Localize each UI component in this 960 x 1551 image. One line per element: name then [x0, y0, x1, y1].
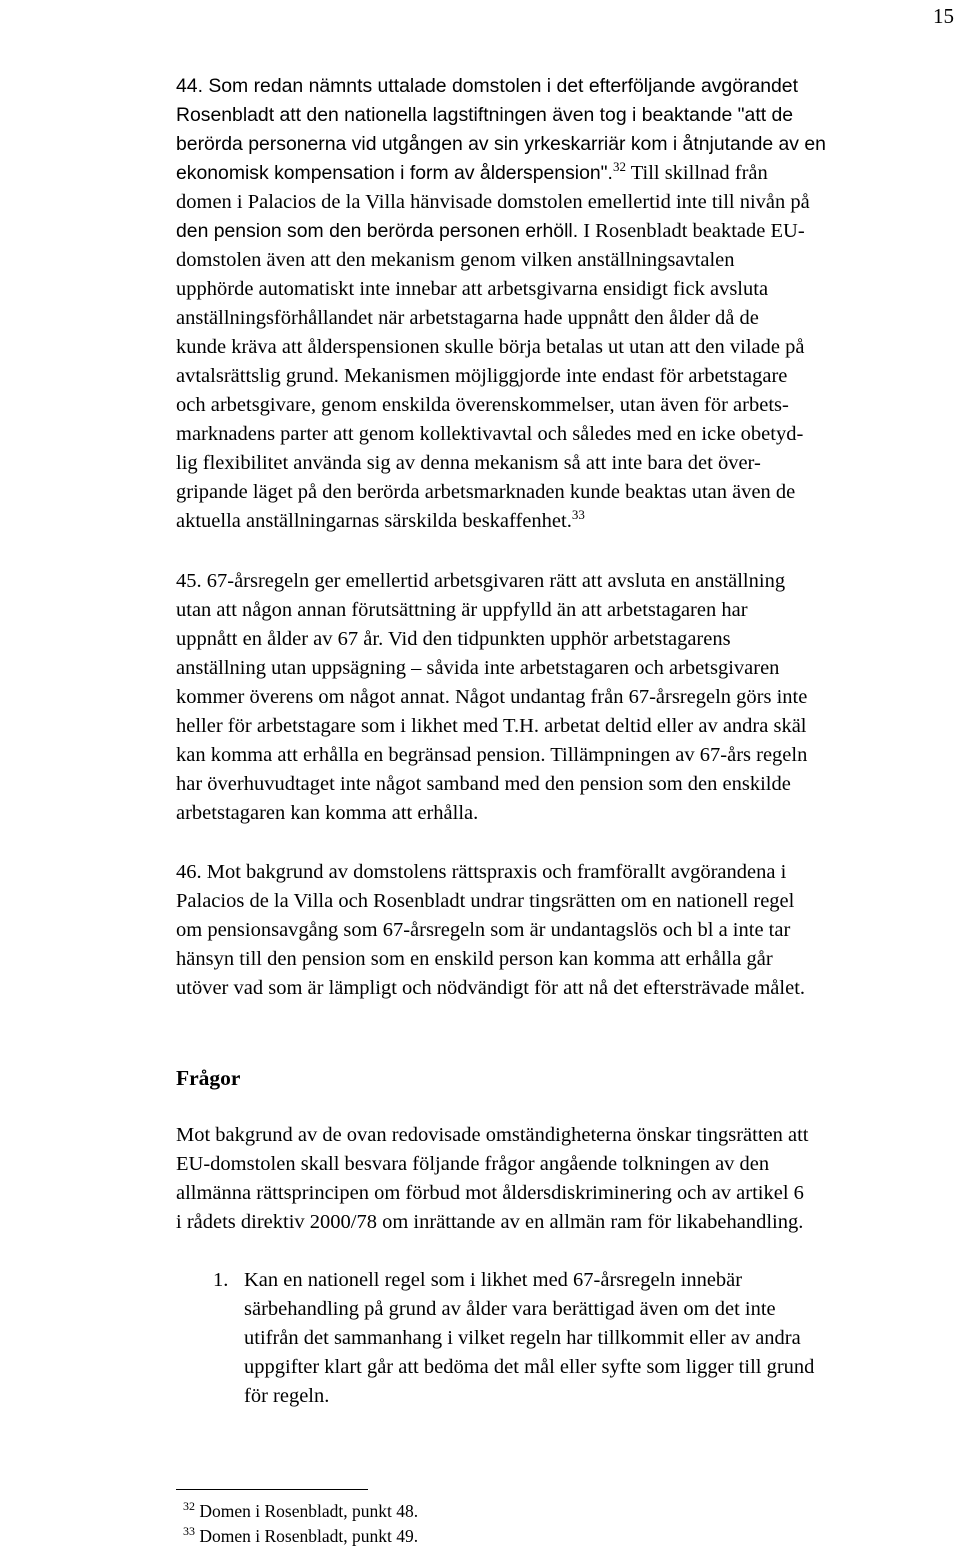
paragraph-line: hänsyn till den pension som en enskild person kan komma att erhålla går: [176, 948, 773, 970]
paragraph-44: [176, 72, 960, 536]
paragraph-line: 44. Som redan nämnts uttalade domstolen i det efterföljande avgörandet: [176, 75, 798, 97]
paragraph-line: Mot bakgrund av de ovan redovisade omständigheterna önskar tingsrätten att: [176, 1124, 809, 1146]
paragraph-line: avtalsrättslig grund. Mekanismen möjliggjorde inte endast för arbetstagare: [176, 365, 788, 387]
paragraph-line: upphörde automatiskt inte innebar att arbetsgivarna ensidigt fick avsluta: [176, 278, 769, 300]
footnote-33: [183, 1525, 418, 1547]
paragraph-text: den pension som den berörda personen erhöll.: [176, 220, 579, 242]
paragraph-line: anställning utan uppsägning – såvida inte arbetstagaren och arbetsgivaren: [176, 657, 780, 679]
paragraph-line: arbetstagaren kan komma att erhålla.: [176, 802, 479, 824]
paragraph-line: i rådets direktiv 2000/78 om inrättande av en allmän ram för likabehandling.: [176, 1211, 804, 1233]
paragraph-text: I Rosenbladt beaktade EU-: [578, 220, 805, 242]
footnote-text: Domen i Rosenbladt, punkt 49.: [195, 1526, 419, 1546]
paragraph-line: 46. Mot bakgrund av domstolens rättspraxis och framförallt avgörandena i: [176, 861, 787, 883]
question-line: för regeln.: [244, 1385, 330, 1407]
question-line: uppgifter klart går att bedöma det mål eller syfte som ligger till grund: [244, 1356, 815, 1378]
paragraph-line: kunde kräva att ålderspensionen skulle börja betalas ut utan att den vilade på: [176, 336, 805, 358]
paragraph-line: [176, 217, 960, 246]
paragraph-line: domstolen även att den mekanism genom vilken anställningsavtalen: [176, 249, 735, 271]
question-1: [244, 1266, 960, 1411]
quote-end-text: ekonomisk kompensation i form av ålderspension".: [176, 162, 613, 184]
paragraph-line: och arbetsgivare, genom enskilda överenskommelser, utan även för arbets-: [176, 394, 789, 416]
question-number: 1.: [213, 1269, 229, 1291]
paragraph-line: [176, 507, 960, 536]
paragraph-line: kan komma att erhålla en begränsad pension. Tillämpningen av 67-års regeln: [176, 744, 808, 766]
question-line: utifrån det sammanhang i vilket regeln har tillkommit eller av andra: [244, 1327, 801, 1349]
footnote-number: 33: [183, 1524, 195, 1538]
paragraph-text: Till skillnad från: [625, 162, 768, 184]
paragraph-text: domen i Palacios de la Villa hänvisade domstolen emellertid inte till nivån på: [176, 191, 810, 213]
paragraph-line: [176, 159, 960, 188]
questions-intro: [176, 1121, 960, 1237]
paragraph-line: Rosenbladt att den nationella lagstiftningen även tog i beaktande "att de: [176, 104, 794, 126]
footnote-ref-33: 33: [571, 507, 585, 522]
paragraph-line: marknadens parter att genom kollektivavtal och således med en icke obetyd-: [176, 423, 804, 445]
paragraph-line: allmänna rättsprincipen om förbud mot åldersdiskriminering och av artikel 6: [176, 1182, 804, 1204]
paragraph-line: heller för arbetstagare som i likhet med T.H. arbetat deltid eller av andra skäl: [176, 715, 807, 737]
footnote-divider: [176, 1489, 368, 1490]
paragraph-line: kommer överens om något annat. Något undantag från 67-årsregeln görs inte: [176, 686, 808, 708]
paragraph-line: uppnått en ålder av 67 år. Vid den tidpunkten upphör arbetstagarens: [176, 628, 731, 650]
paragraph-line: anställningsförhållandet när arbetstagarna hade uppnått den ålder då de: [176, 307, 759, 329]
paragraph-line: gripande läget på den berörda arbetsmarknaden kunde beaktas utan även de: [176, 481, 796, 503]
paragraph-text: aktuella anställningarnas särskilda beskaffenhet.: [176, 510, 572, 532]
paragraph-line: Palacios de la Villa och Rosenbladt undrar tingsrätten om en nationell regel: [176, 890, 795, 912]
paragraph-line: 45. 67-årsregeln ger emellertid arbetsgivaren rätt att avsluta en anställning: [176, 570, 786, 592]
paragraph-line: berörda personerna vid utgången av sin yrkeskarriär kom i åtnjutande av en: [176, 133, 826, 155]
question-line: Kan en nationell regel som i likhet med 67-årsregeln innebär: [244, 1269, 743, 1291]
section-heading: Frågor: [176, 1066, 241, 1090]
paragraph-line: [176, 188, 960, 217]
page-number: 15: [933, 4, 954, 28]
paragraph-line: EU-domstolen skall besvara följande frågor angående tolkningen av den: [176, 1153, 770, 1175]
footnote-ref-32: 32: [612, 159, 626, 174]
paragraph-46: [176, 858, 960, 1003]
footnote-32: [183, 1500, 418, 1522]
paragraph-line: utan att någon annan förutsättning är uppfylld än att arbetstagaren har: [176, 599, 748, 621]
paragraph-line: lig flexibilitet använda sig av denna mekanism så att inte bara det över-: [176, 452, 761, 474]
paragraph-line: har överhuvudtaget inte något samband med den pension som den enskilde: [176, 773, 791, 795]
question-line: särbehandling på grund av ålder vara berättigad även om det inte: [244, 1298, 776, 1320]
footnote-text: Domen i Rosenbladt, punkt 48.: [195, 1501, 419, 1521]
paragraph-45: [176, 567, 960, 828]
paragraph-line: utöver vad som är lämpligt och nödvändigt för att nå det eftersträvade målet.: [176, 977, 806, 999]
footnote-number: 32: [183, 1499, 195, 1513]
paragraph-line: om pensionsavgång som 67-årsregeln som är undantagslös och bl a inte tar: [176, 919, 791, 941]
